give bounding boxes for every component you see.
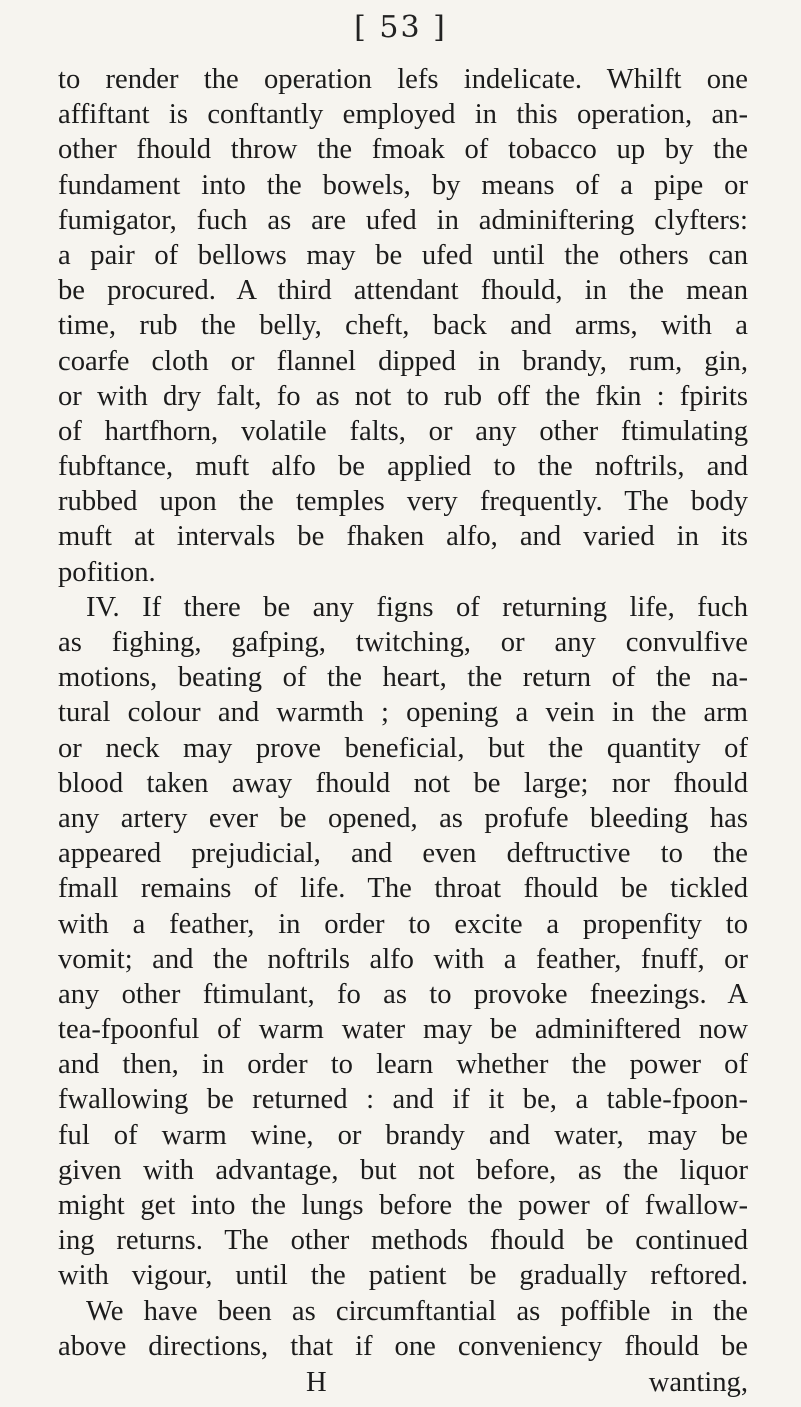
text-line: pofition. xyxy=(58,556,156,588)
text-line: a pair of bellows may be ufed until the others can xyxy=(58,239,748,271)
text-line: any artery ever be opened, as profufe bleeding has xyxy=(58,802,748,834)
text-line: might get into the lungs before the power of fwallow- xyxy=(58,1190,748,1221)
text-line: any other ftimulant, fo as to provoke fneezings. A xyxy=(58,978,748,1010)
text-line: affiftant is conftantly employed in this operation, an- xyxy=(58,99,748,131)
text-line: fmall remains of life. The throat fhould be tickled xyxy=(58,873,748,905)
text-line: other fhould throw the fmoak of tobacco up by the xyxy=(58,134,748,166)
text-line: to render the operation lefs indelicate. Whilft one xyxy=(58,64,748,95)
text-line: vomit; and the noftrils alfo with a feather, fnuff, or xyxy=(58,943,748,975)
text-line: rubbed upon the temples very frequently. The body xyxy=(58,486,748,518)
text-line: muft at intervals be fhaken alfo, and varied in its xyxy=(58,521,748,553)
text-line: fundament into the bowels, by means of a pipe or xyxy=(58,169,748,201)
text-line: coarfe cloth or flannel dipped in brandy, rum, gin, xyxy=(58,345,748,377)
text-line: or neck may prove beneficial, but the quantity of xyxy=(58,732,748,764)
text-line: ing returns. The other methods fhould be continued xyxy=(58,1225,748,1257)
body-text xyxy=(58,62,748,1364)
text-line: fumigator, fuch as are ufed in adminiftering clyfters: xyxy=(58,204,748,236)
text-line: given with advantage, but not before, as the liquor xyxy=(58,1154,748,1186)
text-line: above directions, that if one conveniency fhould be xyxy=(58,1330,748,1362)
text-line: as fighing, gafping, twitching, or any convulfive xyxy=(58,627,748,658)
text-line: with a feather, in order to excite a propenfity to xyxy=(58,908,748,940)
text-line: tea-fpoonful of warm water may be adminiftered now xyxy=(58,1014,748,1046)
text-line: tural colour and warmth ; opening a vein in the arm xyxy=(58,697,748,729)
text-line: time, rub the belly, cheft, back and arms, with a xyxy=(58,310,748,342)
text-line: of hartfhorn, volatile falts, or any other ftimulating xyxy=(58,415,748,447)
text-line: fubftance, muft alfo be applied to the noftrils, and xyxy=(58,451,748,483)
text-line: appeared prejudicial, and even deftructive to the xyxy=(58,838,748,870)
page-number-header: [ 53 ] xyxy=(354,10,447,45)
text-line: blood taken away fhould not be large; nor fhould xyxy=(58,767,748,799)
catchword: wanting, xyxy=(648,1367,748,1398)
text-line: fwallowing be returned : and if it be, a table-fpoon- xyxy=(58,1084,748,1116)
text-line: and then, in order to learn whether the power of xyxy=(58,1049,748,1081)
text-line: be procured. A third attendant fhould, in the mean xyxy=(58,275,748,307)
text-line: or with dry falt, fo as not to rub off the fkin : fpirits xyxy=(58,380,748,412)
text-line: with vigour, until the patient be gradually reftored. xyxy=(58,1260,748,1292)
text-line: motions, beating of the heart, the return of the na- xyxy=(58,662,748,694)
text-line: We have been as circumftantial as poffible in the xyxy=(86,1295,748,1327)
page-footer xyxy=(58,1367,748,1403)
text-line: ful of warm wine, or brandy and water, may be xyxy=(58,1119,748,1151)
signature-mark: H xyxy=(306,1367,327,1398)
section-start-line: IV. If there be any figns of returning life, fuch xyxy=(86,591,748,623)
